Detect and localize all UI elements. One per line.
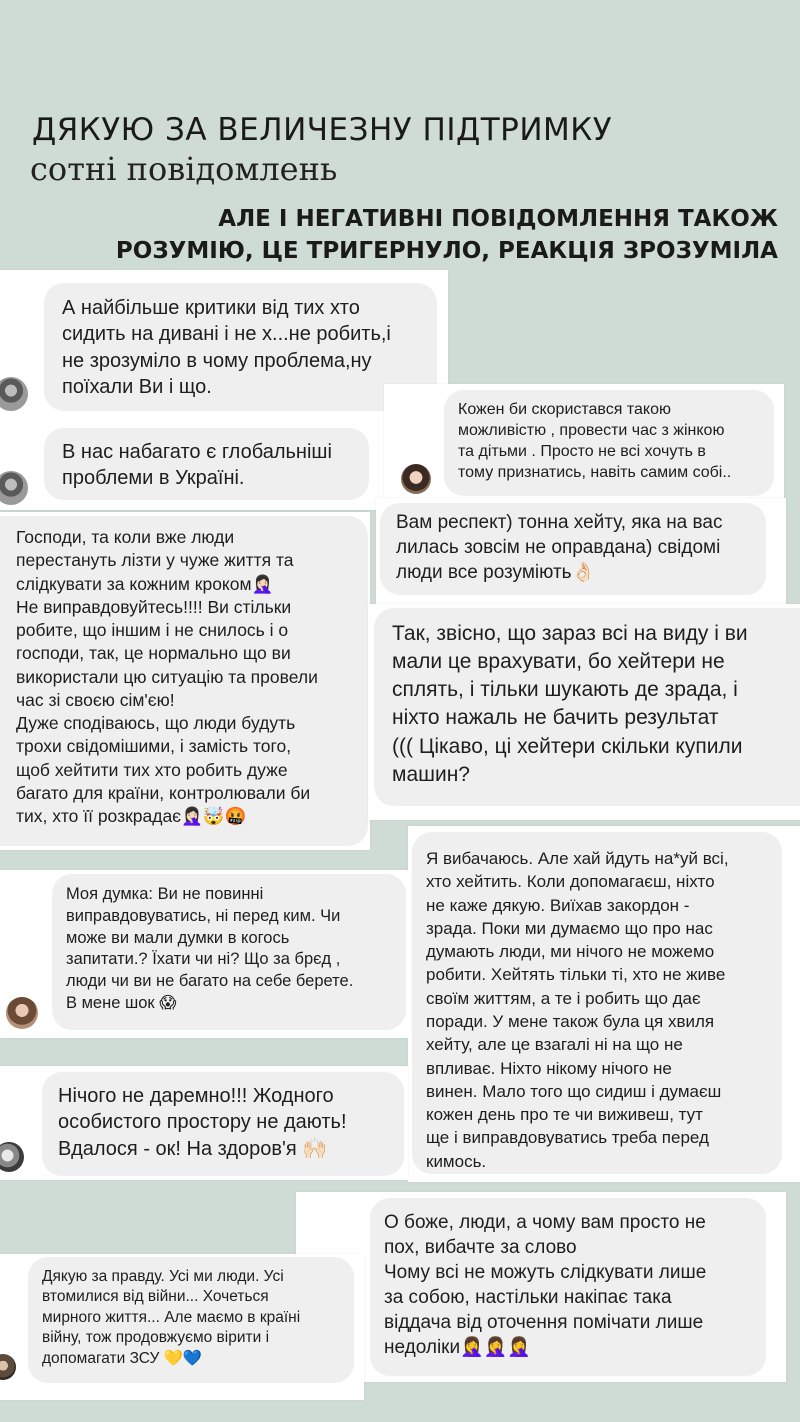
message-bubble: Вам респект) тонна хейту, яка на вас лилась зовсім не оправдана) свідомі люди все розуміють👌🏻	[380, 503, 766, 595]
message-bubble: А найбільше критики від тих хто сидить на дивані і не х...не робить,і не зрозуміло в чому проблема,ну поїхали Ви і що.	[44, 283, 437, 411]
avatar	[6, 997, 38, 1029]
message-bubble: Кожен би скористався такою можливістю , провести час з жінкою та дітьми . Просто не всі хочуть в тому признатись, навіть самим собі..	[444, 390, 774, 496]
message-bubble: Моя думка: Ви не повинні виправдовуватись, ні перед ким. Чи може ви мали думки в когось запитати.? Їхати чи ні? Що за брєд , люди чи ви не багато на себе берете. В мене шок 😱	[52, 874, 406, 1030]
message-bubble: Господи, та коли вже люди перестануть лізти у чуже життя та слідкувати за кожним кроком🤦🏻‍♀️ Не виправдовуйтесь!!!! Ви стільки робите, що іншим і не снилось і о господи, так, це нормально що ви використали цю ситуацію та провели час зі своєю сім'єю! Дуже сподіваюсь, що люди будуть трохи свідомішими, і замість того, щоб хейтити тих хто робить дуже багато для країни, контролювали би тих, хто її розкрадає🤦🏻‍♀️🤯🤬	[0, 516, 368, 846]
header-line-negative: АЛЕ І НЕГАТИВНІ ПОВІДОМЛЕННЯ ТАКОЖ	[218, 206, 778, 232]
avatar	[401, 464, 431, 494]
message-bubble: Я вибачаюсь. Але хай йдуть на*уй всі, хто хейтить. Коли допомагаєш, ніхто не каже дякую. Виїхав закордон - зрада. Поки ми думаємо що про нас думають люди, ми нічого не можемо робити. Хейтять тільки ті, хто не живе своїм життям, а те і робить що дає поради. У мене також була ця хвиля хейту, але це взагалі ні на що не впливає. Ніхто нікому нічого не винен. Мало того що сидиш і думаєш кожен день про те чи виживеш, тут ще і виправдовуватись треба перед кимось.	[412, 832, 782, 1174]
message-bubble: Дякую за правду. Усі ми люди. Усі втомилися від війни... Хочеться мирного життя... Але маємо в країні війну, тож продовжуємо вірити і допомагати ЗСУ 💛💙	[28, 1257, 354, 1383]
header-title: ДЯКУЮ ЗА ВЕЛИЧЕЗНУ ПІДТРИМКУ	[32, 112, 613, 148]
header-line-understand: РОЗУМІЮ, ЦЕ ТРИГЕРНУЛО, РЕАКЦІЯ ЗРОЗУМІЛА	[115, 238, 778, 264]
message-bubble: О боже, люди, а чому вам просто не пох, вибачте за слово Чому всі не можуть слідкувати лише за собою, настільки накіпає така віддача від оточення помічати лише недоліки🤦‍♀️🤦‍♀️🤦‍♀️	[370, 1198, 766, 1376]
message-bubble: Так, звісно, що зараз всі на виду і ви мали це врахувати, бо хейтери не сплять, і тільки шукають де зрада, і ніхто нажаль не бачить результат ((( Цікаво, ці хейтери скільки купили машин?	[374, 608, 800, 806]
header-subtitle: сотні повідомлень	[30, 150, 338, 188]
message-bubble: Нічого не даремно!!! Жодного особистого простору не дають! Вдалося - ок! На здоров'я 🙌🏻	[42, 1072, 404, 1176]
message-bubble: В нас набагато є глобальніші проблеми в Україні.	[44, 428, 369, 500]
